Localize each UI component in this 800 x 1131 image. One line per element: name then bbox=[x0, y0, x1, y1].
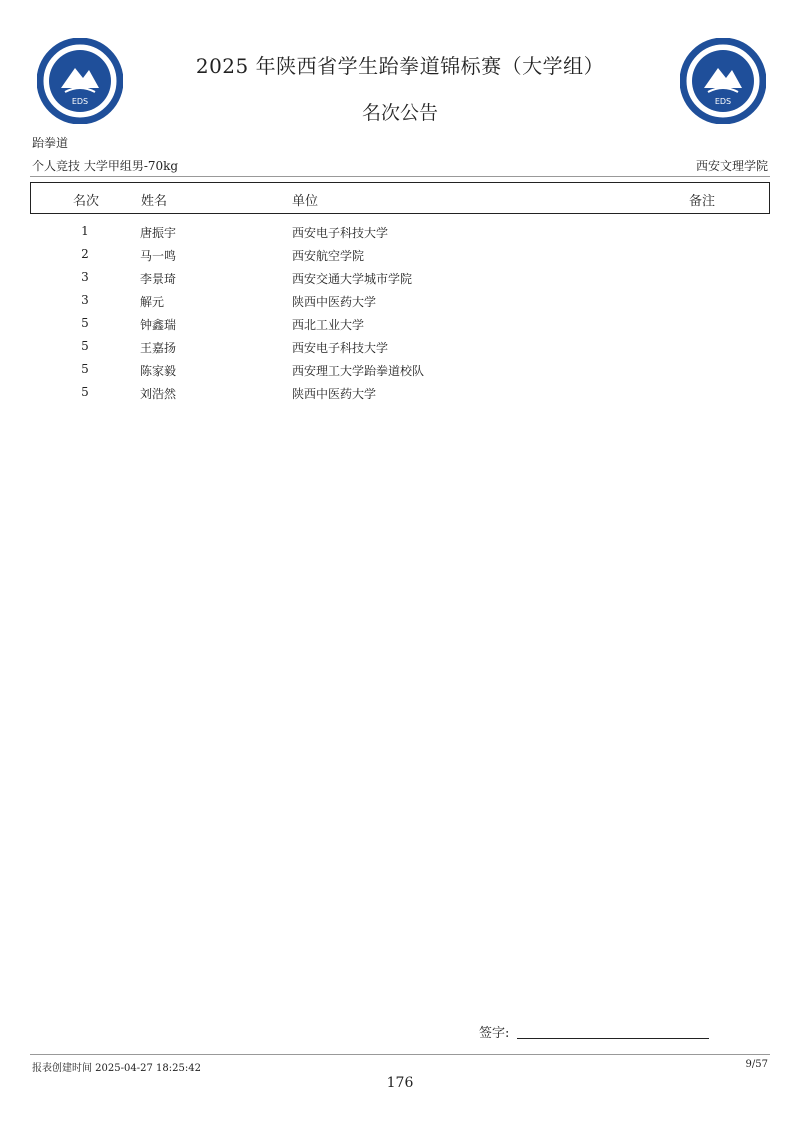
rank-cell: 3 bbox=[81, 293, 89, 307]
signature-line bbox=[517, 1038, 709, 1039]
name-cell: 刘浩然 bbox=[140, 387, 177, 401]
sport-label: 跆拳道 bbox=[32, 136, 69, 150]
signature-label: 签字: bbox=[479, 1026, 510, 1041]
unit-cell: 西安理工大学跆拳道校队 bbox=[292, 364, 425, 378]
name-cell: 钟鑫瑞 bbox=[140, 318, 177, 332]
host-label: 西安文理学院 bbox=[695, 159, 768, 173]
column-header-unit: 单位 bbox=[292, 194, 319, 209]
table-row bbox=[30, 312, 770, 335]
unit-cell: 陕西中医药大学 bbox=[292, 387, 377, 401]
page-title: 2025 年陕西省学生跆拳道锦标赛（大学组） bbox=[195, 54, 605, 78]
name-cell: 解元 bbox=[140, 295, 165, 309]
page-info: 9/57 bbox=[745, 1059, 768, 1070]
footer-divider bbox=[30, 1054, 770, 1055]
column-header-rank: 名次 bbox=[72, 194, 99, 209]
page-subtitle: 名次公告 bbox=[361, 102, 438, 124]
table-row bbox=[30, 243, 770, 266]
name-cell: 李景琦 bbox=[140, 272, 177, 286]
rank-cell: 5 bbox=[81, 339, 89, 353]
divider bbox=[30, 176, 770, 177]
table-row bbox=[30, 381, 770, 404]
table-row bbox=[30, 220, 770, 243]
table-row bbox=[30, 335, 770, 358]
table-row bbox=[30, 289, 770, 312]
name-cell: 陈家毅 bbox=[140, 364, 177, 378]
unit-cell: 西安电子科技大学 bbox=[292, 341, 389, 355]
unit-cell: 西安交通大学城市学院 bbox=[292, 272, 413, 286]
table-row bbox=[30, 266, 770, 289]
name-cell: 马一鸣 bbox=[140, 249, 177, 263]
column-header-name: 姓名 bbox=[141, 194, 168, 209]
unit-cell: 西安航空学院 bbox=[292, 249, 365, 263]
rank-cell: 5 bbox=[81, 362, 89, 376]
column-header-note: 备注 bbox=[689, 194, 716, 209]
rank-cell: 1 bbox=[81, 224, 89, 238]
name-cell: 唐振宇 bbox=[140, 226, 177, 240]
results-table bbox=[30, 220, 770, 404]
rank-cell: 5 bbox=[81, 385, 89, 399]
rank-cell: 2 bbox=[81, 247, 89, 261]
unit-cell: 陕西中医药大学 bbox=[292, 295, 377, 309]
rank-cell: 3 bbox=[81, 270, 89, 284]
unit-cell: 西北工业大学 bbox=[292, 318, 365, 332]
event-label: 个人竞技 大学甲组男-70kg bbox=[32, 159, 179, 173]
report-created-time: 报表创建时间 2025-04-27 18:25:42 bbox=[32, 1063, 201, 1074]
name-cell: 王嘉扬 bbox=[140, 341, 177, 355]
logo-text: EDS bbox=[714, 97, 732, 106]
table-row bbox=[30, 358, 770, 381]
logo-text: EDS bbox=[71, 97, 89, 106]
table-header bbox=[30, 182, 770, 214]
unit-cell: 西安电子科技大学 bbox=[292, 226, 389, 240]
rank-cell: 5 bbox=[81, 316, 89, 330]
page-number: 176 bbox=[386, 1075, 414, 1091]
